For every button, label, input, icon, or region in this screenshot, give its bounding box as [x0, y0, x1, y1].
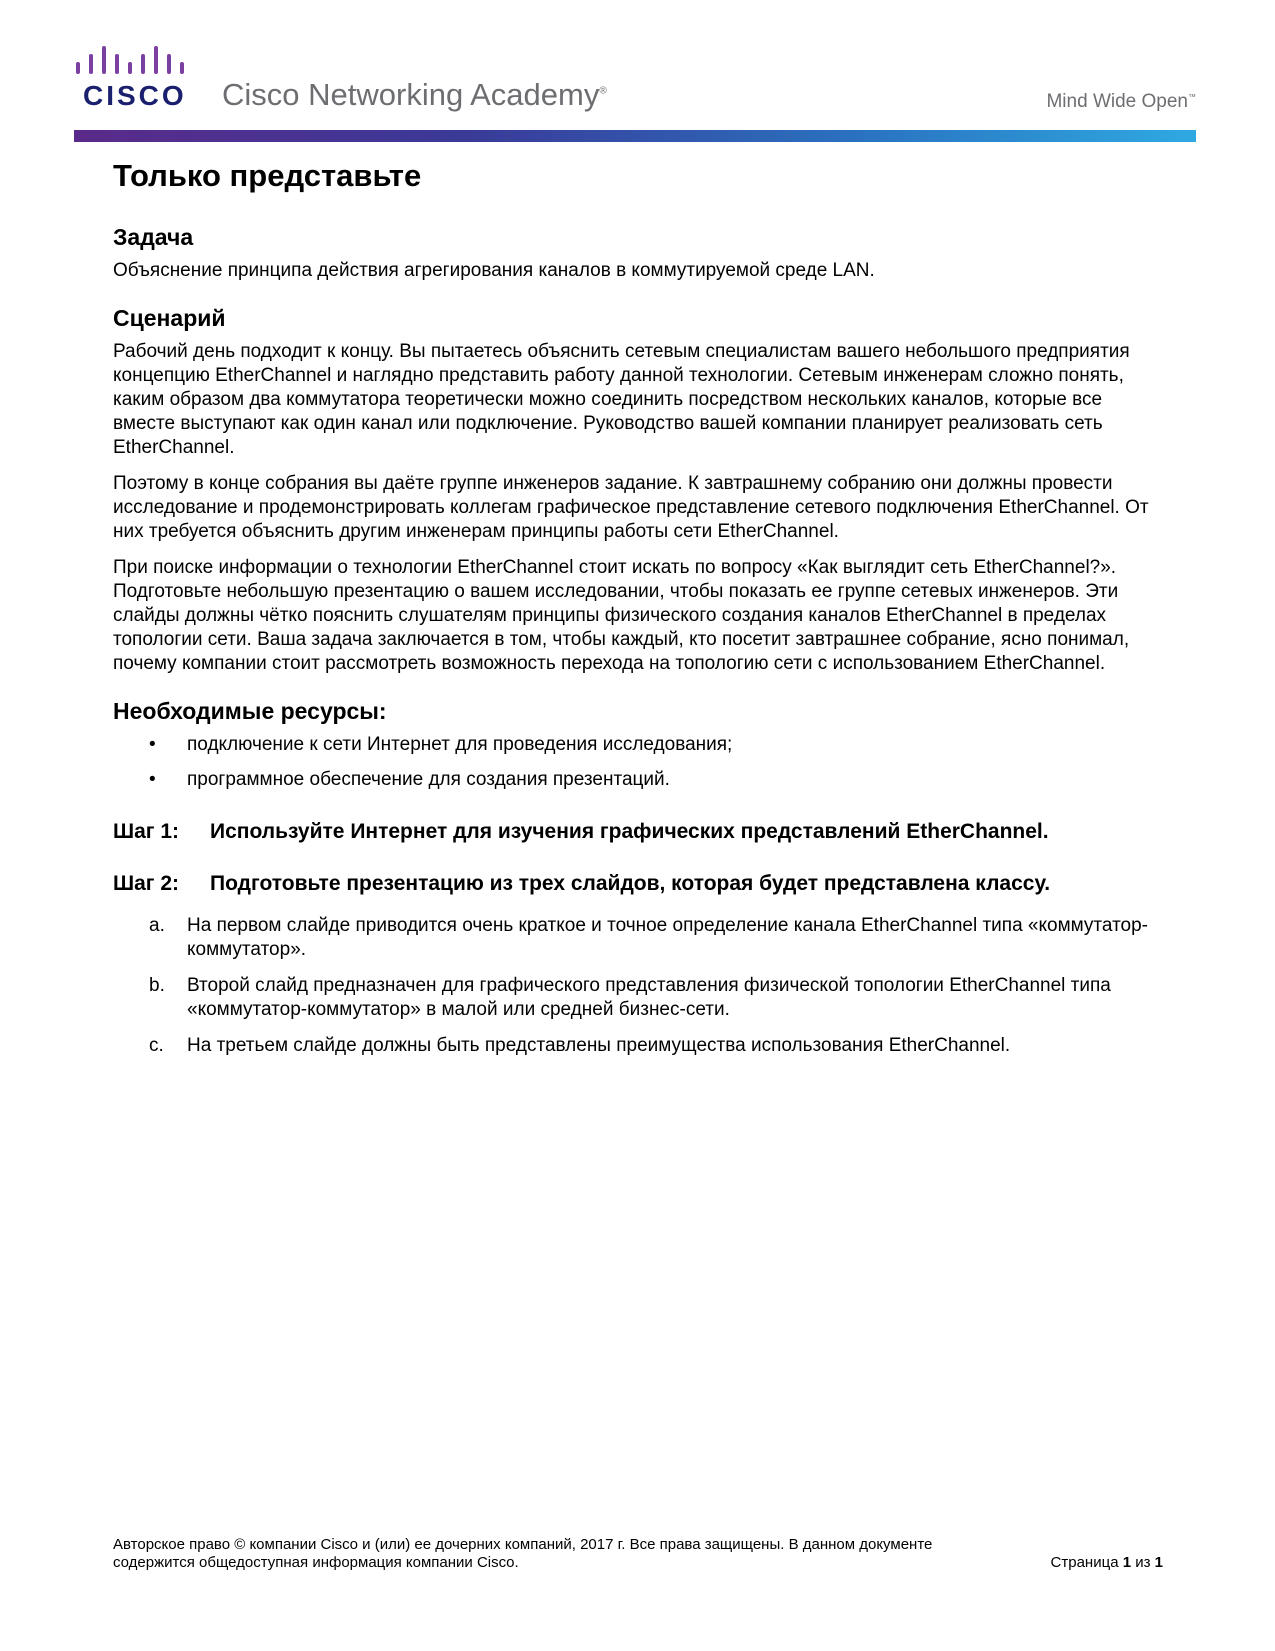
cisco-logo: [74, 44, 194, 114]
scenario-paragraph: Рабочий день подходит к концу. Вы пытаетесь объяснить сетевым специалистам вашего небольшого предприятия концепцию EtherChannel и наглядно представить работу данной технологии. Сетевым инженерам сложно понять, каким образом два коммутатора теоретически можно соединить посредством нескольких каналов, которые все вместе выступают как один канал или подключение. Руководство вашей компании планирует реализовать сеть EtherChannel.: [113, 341, 1130, 458]
page-current: 1: [1122, 1554, 1132, 1571]
resources-list: [113, 733, 1163, 792]
resources-heading: Необходимые ресурсы:: [113, 698, 387, 724]
step-heading: [113, 872, 1163, 896]
list-item: [113, 1034, 1163, 1058]
step-number: Шаг 2:: [113, 872, 180, 895]
scenario-section: [113, 305, 1163, 676]
page-number: [1051, 1554, 1163, 1572]
substep-list: [113, 914, 1163, 1058]
page-total: 1: [1154, 1554, 1163, 1571]
bullet-icon: •: [149, 769, 156, 790]
document-body: [113, 152, 1163, 1070]
task-section: [113, 224, 1163, 283]
substep-text: На третьем слайде должны быть представлены преимущества использования EtherChannel.: [187, 1035, 1011, 1056]
list-item: [113, 768, 1163, 792]
cisco-bars-icon: [74, 44, 184, 78]
task-text: Объяснение принципа действия агрегирования каналов в коммутируемой среде LAN.: [113, 260, 875, 281]
trademark-mark: ™: [1188, 92, 1196, 102]
tagline-text: Mind Wide Open: [1046, 91, 1188, 112]
list-item: [113, 733, 1163, 757]
substep-text: На первом слайде приводится очень краткое и точное определение канала EtherChannel типа «коммутатор-коммутатор».: [187, 915, 1149, 960]
substep-letter: a.: [149, 915, 165, 936]
step-text: Используйте Интернет для изучения графических представлений EtherChannel.: [210, 820, 1049, 843]
page-title: Только представьте: [113, 158, 422, 193]
scenario-paragraph: Поэтому в конце собрания вы даёте группе инженеров задание. К завтрашнему собранию они должны провести исследование и продемонстрировать коллегам графическое представление сетевого подключения EtherChannel. От них требуется объяснить другим инженерам принципы работы сети EtherChannel.: [113, 473, 1149, 542]
substep-letter: b.: [149, 975, 165, 996]
page-header: [74, 44, 1196, 144]
list-item: [113, 914, 1163, 962]
substep-text: Второй слайд предназначен для графического представления физической топологии EtherChannel типа «коммутатор-коммутатор» в малой или средней бизнес-сети.: [187, 975, 1111, 1020]
header-gradient-bar: [74, 130, 1196, 142]
resources-section: [113, 698, 1163, 792]
page-of: из: [1135, 1554, 1151, 1571]
task-heading: Задача: [113, 224, 194, 250]
substep-letter: c.: [149, 1035, 164, 1056]
list-item-text: программное обеспечение для создания презентаций.: [187, 769, 670, 790]
tagline: [1046, 91, 1196, 113]
list-item-text: подключение к сети Интернет для проведения исследования;: [187, 734, 733, 755]
copyright-notice: Авторское право © компании Cisco и (или) ее дочерних компаний, 2017 г. Все права защищены. В данном документе содержится общедоступная информация компании Cisco.: [113, 1536, 933, 1571]
page-footer: [113, 1536, 1163, 1572]
step-heading: [113, 820, 1163, 844]
academy-title: [222, 77, 607, 113]
academy-name: Cisco Networking Academy: [222, 77, 600, 112]
scenario-paragraph: При поиске информации о технологии EtherChannel стоит искать по вопросу «Как выглядит сеть EtherChannel?». Подготовьте небольшую презентацию о вашем исследовании, чтобы показать ее группе сетевых инженеров. Эти слайды должны чётко пояснить слушателям принципы физического создания каналов EtherChannel в пределах топологии сети. Ваша задача заключается в том, чтобы каждый, кто посетит завтрашнее собрание, ясно понимал, почему компании стоит рассмотреть возможность перехода на топологию сети с использованием EtherChannel.: [113, 557, 1130, 674]
scenario-heading: Сценарий: [113, 305, 226, 331]
registered-mark: ®: [599, 85, 607, 97]
page-label: Страница: [1050, 1554, 1119, 1571]
list-item: [113, 974, 1163, 1022]
bullet-icon: •: [149, 734, 156, 755]
step-number: Шаг 1:: [113, 820, 180, 843]
cisco-wordmark: CISCO: [83, 80, 187, 111]
step-text: Подготовьте презентацию из трех слайдов, которая будет представлена классу.: [210, 872, 1051, 895]
